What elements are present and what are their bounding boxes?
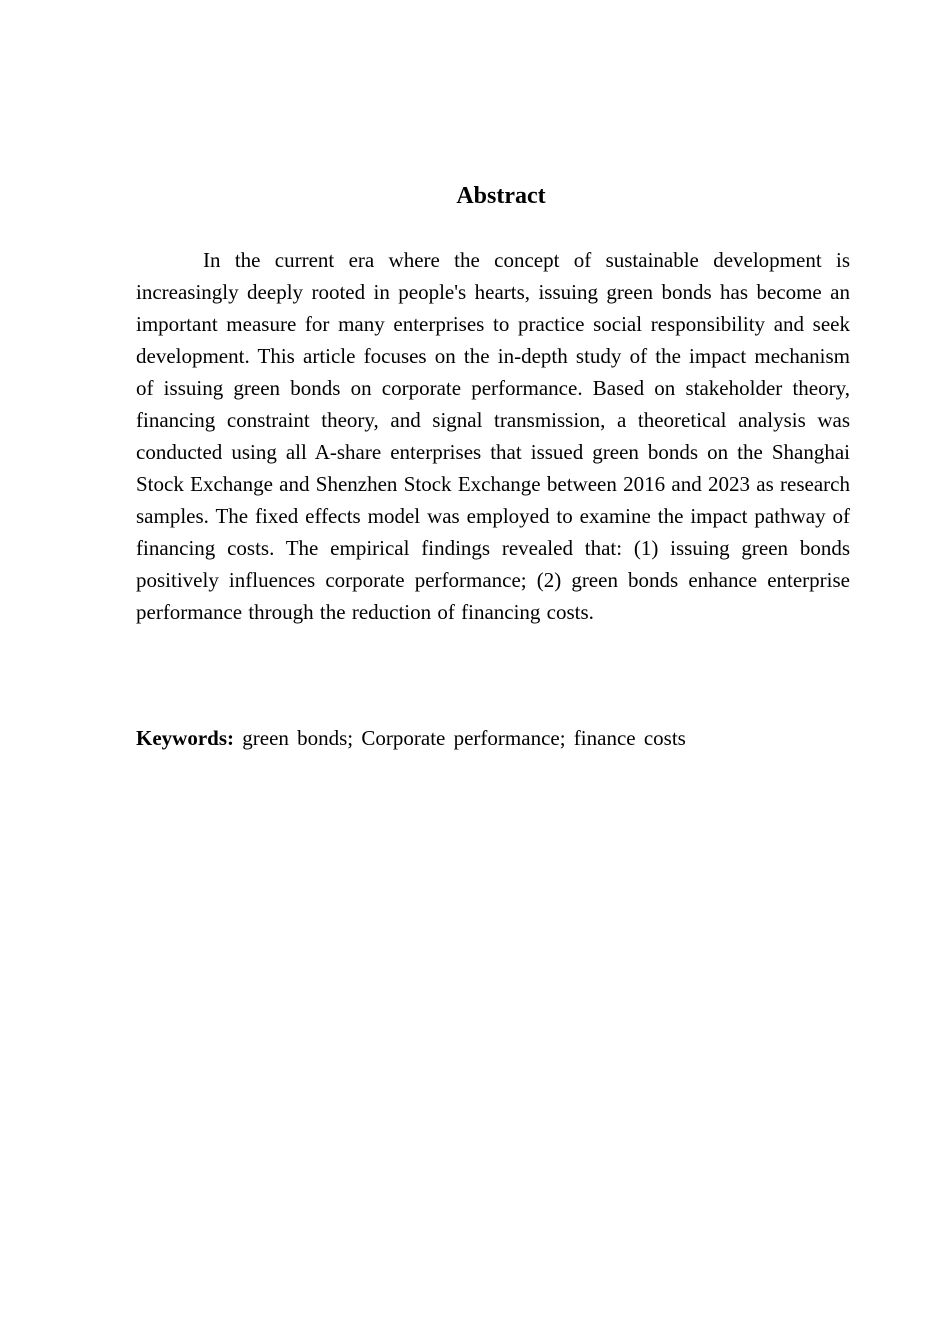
- keywords-label: Keywords:: [136, 726, 234, 750]
- keywords-value: green bonds; Corporate performance; finance costs: [242, 726, 686, 750]
- abstract-body: In the current era where the concept of sustainable development is increasingly deeply rooted in people's hearts, issuing green bonds has become an important measure for many enterprises to practice social responsibility and seek development. This article focuses on the in-depth study of the impact mechanism of issuing green bonds on corporate performance. Based on stakeholder theory, financing constraint theory, and signal transmission, a theoretical analysis was conducted using all A-share enterprises that issued green bonds on the Shanghai Stock Exchange and Shenzhen Stock Exchange between 2016 and 2023 as research samples. The fixed effects model was employed to examine the impact pathway of financing costs. The empirical findings revealed that: (1) issuing green bonds positively influences corporate performance; (2) green bonds enhance enterprise performance through the reduction of financing costs.: [136, 248, 850, 624]
- abstract-title: Abstract: [456, 183, 546, 209]
- keywords-line: [136, 722, 850, 754]
